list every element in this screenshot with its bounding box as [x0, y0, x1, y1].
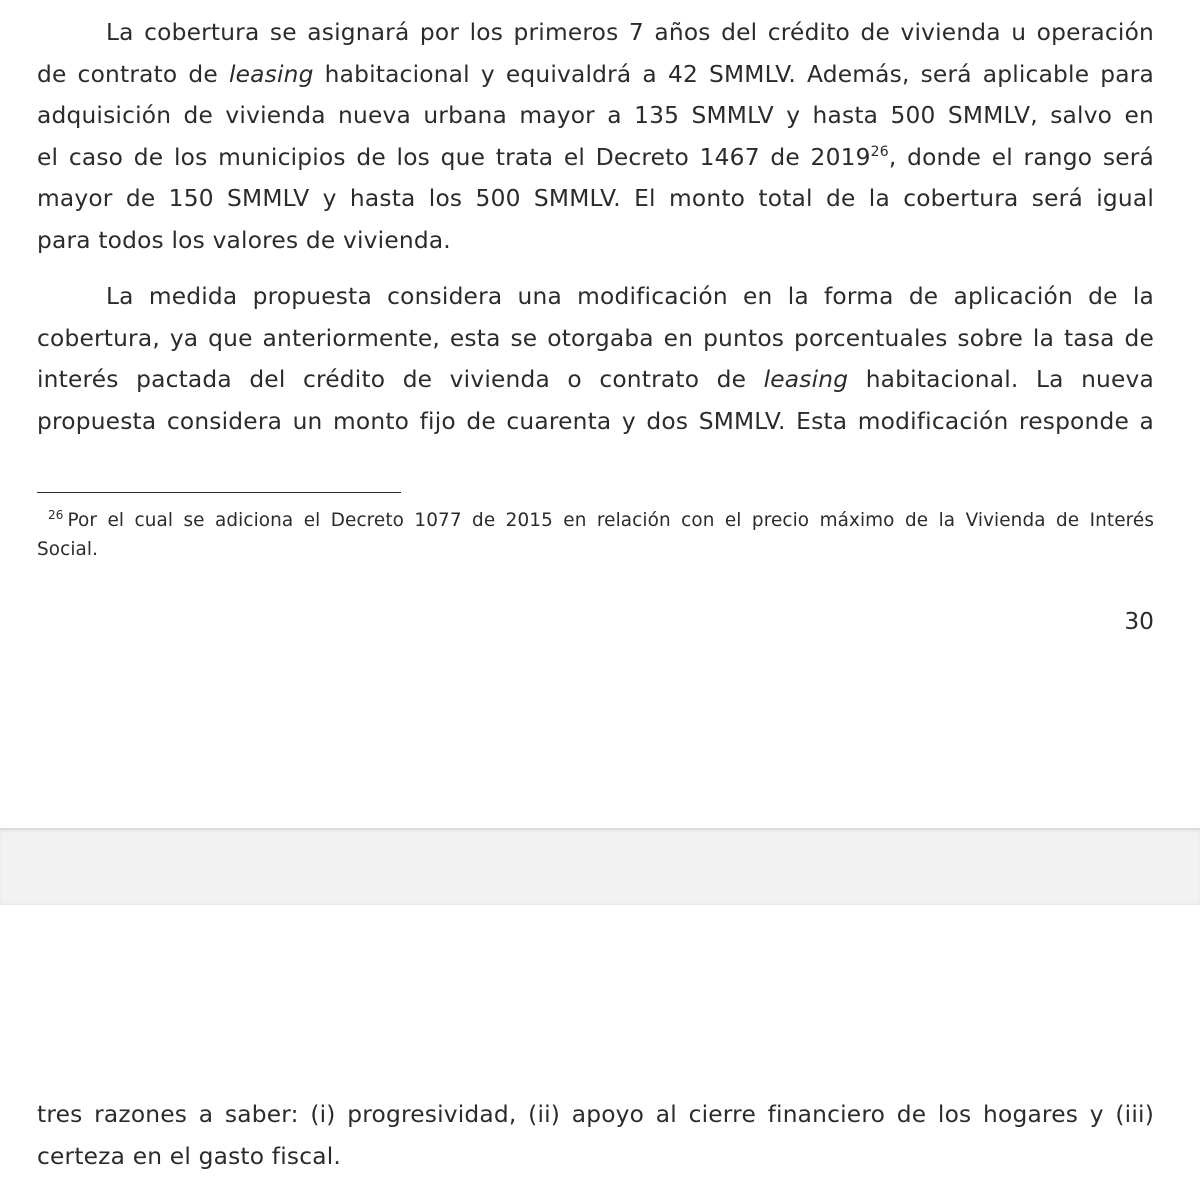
text-line	[37, 54, 1154, 96]
footnote-text: Social.	[37, 539, 99, 560]
text-run: para todos los valores de vivienda.	[37, 226, 451, 254]
body-paragraph-cobertura	[37, 12, 1154, 261]
text-run: tres razones a saber: (i) progresividad, (ii) apoyo al cierre financiero de los hogares y (iii)	[37, 1101, 1154, 1128]
text-run: habitacional y equivaldrá a 42 SMMLV. Además, será aplicable para	[313, 60, 1154, 88]
page-separator	[0, 828, 1200, 905]
text-run: certeza en el gasto fiscal.	[37, 1142, 341, 1170]
text-run: el caso de los municipios de los que trata el Decreto 1467 de 2019	[37, 143, 871, 171]
text-run: de contrato de	[37, 60, 229, 88]
text-line	[37, 178, 1154, 220]
footnote-line	[37, 535, 1154, 564]
text-run: adquisición de vivienda nueva urbana mayor a 135 SMMLV y hasta 500 SMMLV, salvo en	[37, 102, 1154, 129]
text-line	[37, 1094, 1154, 1136]
text-line	[37, 137, 1154, 179]
text-line	[37, 1136, 1154, 1178]
text-run: La cobertura se asignará por los primeros 7 años del crédito de vivienda u operación	[106, 19, 1154, 46]
body-paragraph-razones	[37, 1094, 1154, 1177]
body-paragraph-medida	[37, 276, 1154, 442]
page-number: 30	[1124, 608, 1154, 635]
italic-term-leasing: leasing	[228, 60, 314, 88]
footnote-separator	[37, 492, 401, 493]
text-run: interés pactada del crédito de vivienda o contrato de	[37, 366, 764, 393]
footnote-number: 26	[48, 508, 64, 522]
text-line	[37, 276, 1154, 318]
footnote-reference[interactable]: 26	[870, 143, 889, 160]
footnote-line	[37, 506, 1154, 535]
text-line	[37, 359, 1154, 401]
text-line	[37, 220, 1154, 262]
text-line	[37, 12, 1154, 54]
text-run: La medida propuesta considera una modificación en la forma de aplicación de la	[106, 283, 1154, 310]
footnote-text: Por el cual se adiciona el Decreto 1077 de 2015 en relación con el precio máximo de la Vivienda de Interés	[67, 510, 1154, 531]
text-run: , donde el rango será	[888, 143, 1154, 171]
text-line	[37, 401, 1154, 443]
text-run: habitacional. La nueva	[848, 366, 1154, 393]
text-run: cobertura, ya que anteriormente, esta se otorgaba en puntos porcentuales sobre la tasa de	[37, 324, 1154, 352]
text-run: propuesta considera un monto fijo de cuarenta y dos SMMLV. Esta modificación responde a	[37, 407, 1154, 435]
footnote-26	[37, 506, 1154, 564]
italic-term-leasing: leasing	[763, 366, 849, 393]
text-line	[37, 95, 1154, 137]
text-line	[37, 318, 1154, 360]
text-run: mayor de 150 SMMLV y hasta los 500 SMMLV. El monto total de la cobertura será igual	[37, 185, 1154, 212]
